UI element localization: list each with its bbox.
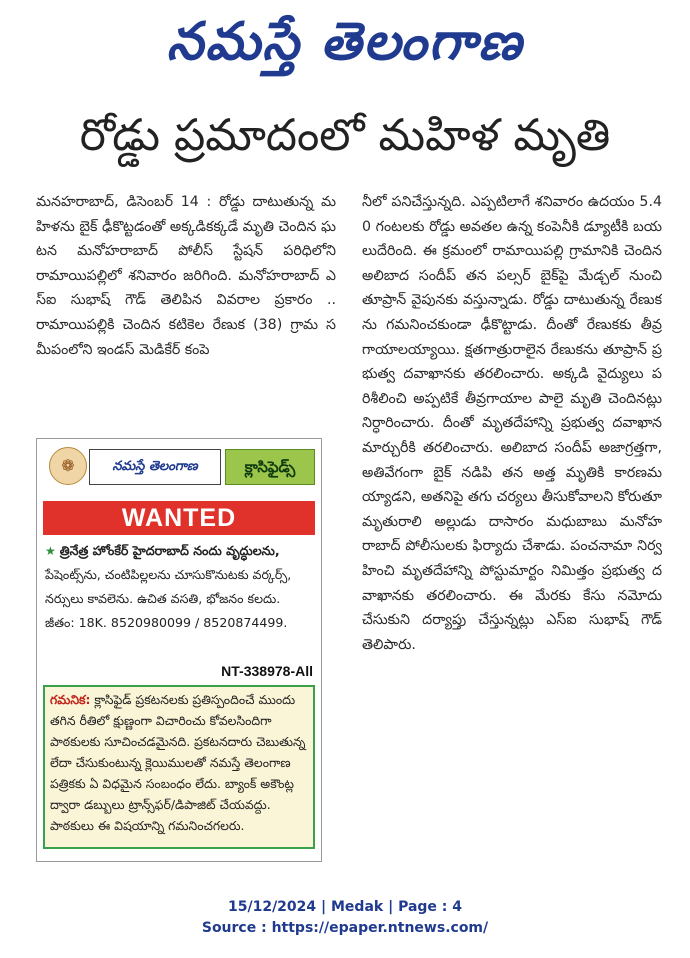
footer-date-line: 15/12/2024 | Medak | Page : 4 [227,899,463,915]
ad-notice-box [43,685,315,849]
article-column-left: మనహరాబాద్, డిసెంబర్ 14 : రోడ్డు దాటుతున్న మహిళను బైక్ ఢీకొట్టడంతో అక్కడికక్కడే మృతి చెందిన ఘటన మనోహరాబాద్ పోలీస్ స్టేషన్ పరిధిలోని రామాయిపల్లిలో శనివారం జరిగింది. మనోహరాబాద్ ఎస్ఐ సుభాష్ గౌడ్ తెలిపిన వివరాల ప్రకారం .. రామాయిపల్లికి చెందిన కటికెల రేణుక (38) గ్రామ సమీపంలోని ఇండస్ మెడికేర్ కంపె [36,194,336,358]
ad-paper-name: నమస్తే తెలంగాణ [89,449,221,485]
ad-text: పేషెంట్స్‌ను, చంటిపిల్లలను చూసుకొనుటకు వర్కర్స్, నర్సులు కావలెను. ఉచిత వసతి, భోజనం కలదు. [45,567,292,606]
ad-brand-strip [43,443,315,487]
masthead-logo: నమస్తే తెలంగాణ [166,11,524,72]
ad-section-badge: క్లాసిఫైడ్స్ [225,449,315,485]
wanted-banner: WANTED [43,501,315,535]
emblem-icon: ❁ [49,447,87,485]
ad-code: NT-338978-All [221,663,313,679]
footer-source-line: Source : https://epaper.ntnews.com/ [201,920,489,936]
classified-ad [36,438,322,862]
ad-notice-label: గమనిక: [50,692,91,707]
ad-body [45,539,313,635]
headline: రోడ్డు ప్రమాదంలో మహిళ మృతి [79,110,611,161]
star-icon: ★ [45,544,56,558]
ad-salary: జీతం: 18K. 8520980099 / 8520874499. [45,615,288,630]
article-column-right: నీలో పనిచేస్తున్నది. ఎప్పటిలాగే శనివారం ఉదయం 5.40 గంటలకు రోడ్డు అవతల ఉన్న కంపెనీకి డ్యూటీకి బయలుదేరింది. ఈ క్రమంలో రామాయిపల్లి గ్రామానికి చెందిన అలిబాద సందీప్ తన పల్సర్ బైక్‌పై మేడ్చల్ నుంచి తూప్రాన్ వైపునకు వస్తున్నాడు. రోడ్డు దాటుతున్న రేణుకను గమనించకుండా ఢీకొట్టాడు. దీంతో రేణుకకు తీవ్ర గాయాలయ్యాయి. క్షతగాత్రురాలైన రేణుకను తూప్రాన్ ప్రభుత్వ దవాఖానకు తరలించారు. అక్కడి వైద్యులు పరిశీలించి అప్పటికే తీవ్రగాయాల పాలై మృతి చెందినట్లు నిర్ధారించారు. దీంతో మృతదేహాన్ని ప్రభుత్వ దవాఖాన మార్చురీకి తరలించారు. అలిబాద సందీప్ అజాగ్రత్తగా, అతివేగంగా బైక్ నడిపి తన అత్త మృతికి కారణమయ్యాడని, అతనిపై తగు చర్యలు తీసుకోవాలని కోరుతూ మృతురాలి అల్లుడు దాసారం మధుబాబు మనోహరాబాద్ పోలీసులకు ఫిర్యాదు చేశాడు. పంచనామా నిర్వహించి మృతదేహాన్ని పోస్టుమార్టం నిమిత్తం ప్రభుత్వ దవాఖానకు తరలించారు. ఈ మేరకు కేసు నమోదు చేసుకుని దర్యాప్తు చేస్తున్నట్లు ఎస్ఐ సుభాష్ గౌడ్ తెలిపారు. [362,194,662,653]
ad-lead: త్రినేత్ర హోంకేర్ హైదరాబాద్ నందు వృద్ధులను, [59,543,280,558]
ad-notice-text: క్లాసిఫైడ్ ప్రకటనలకు ప్రతిస్పందించే ముందు తగిన రీతిలో క్షుణ్ణంగా విచారించు కోవలసిందిగా పాఠకులకు సూచించడమైనది. ప్రకటనదారు చెబుతున్న లేదా చేసుకుంటున్న క్లెయిములతో నమస్తే తెలంగాణ పత్రికకు ఏ విధమైన సంబంధం లేదు. బ్యాంక్ అకౌంట్ల ద్వారా డబ్బులు ట్రాన్స్‌ఫర్/డిపాజిట్ చేయవద్దు. పాఠకులు ఈ విషయాన్ని గమనించగలరు. [50,692,306,833]
